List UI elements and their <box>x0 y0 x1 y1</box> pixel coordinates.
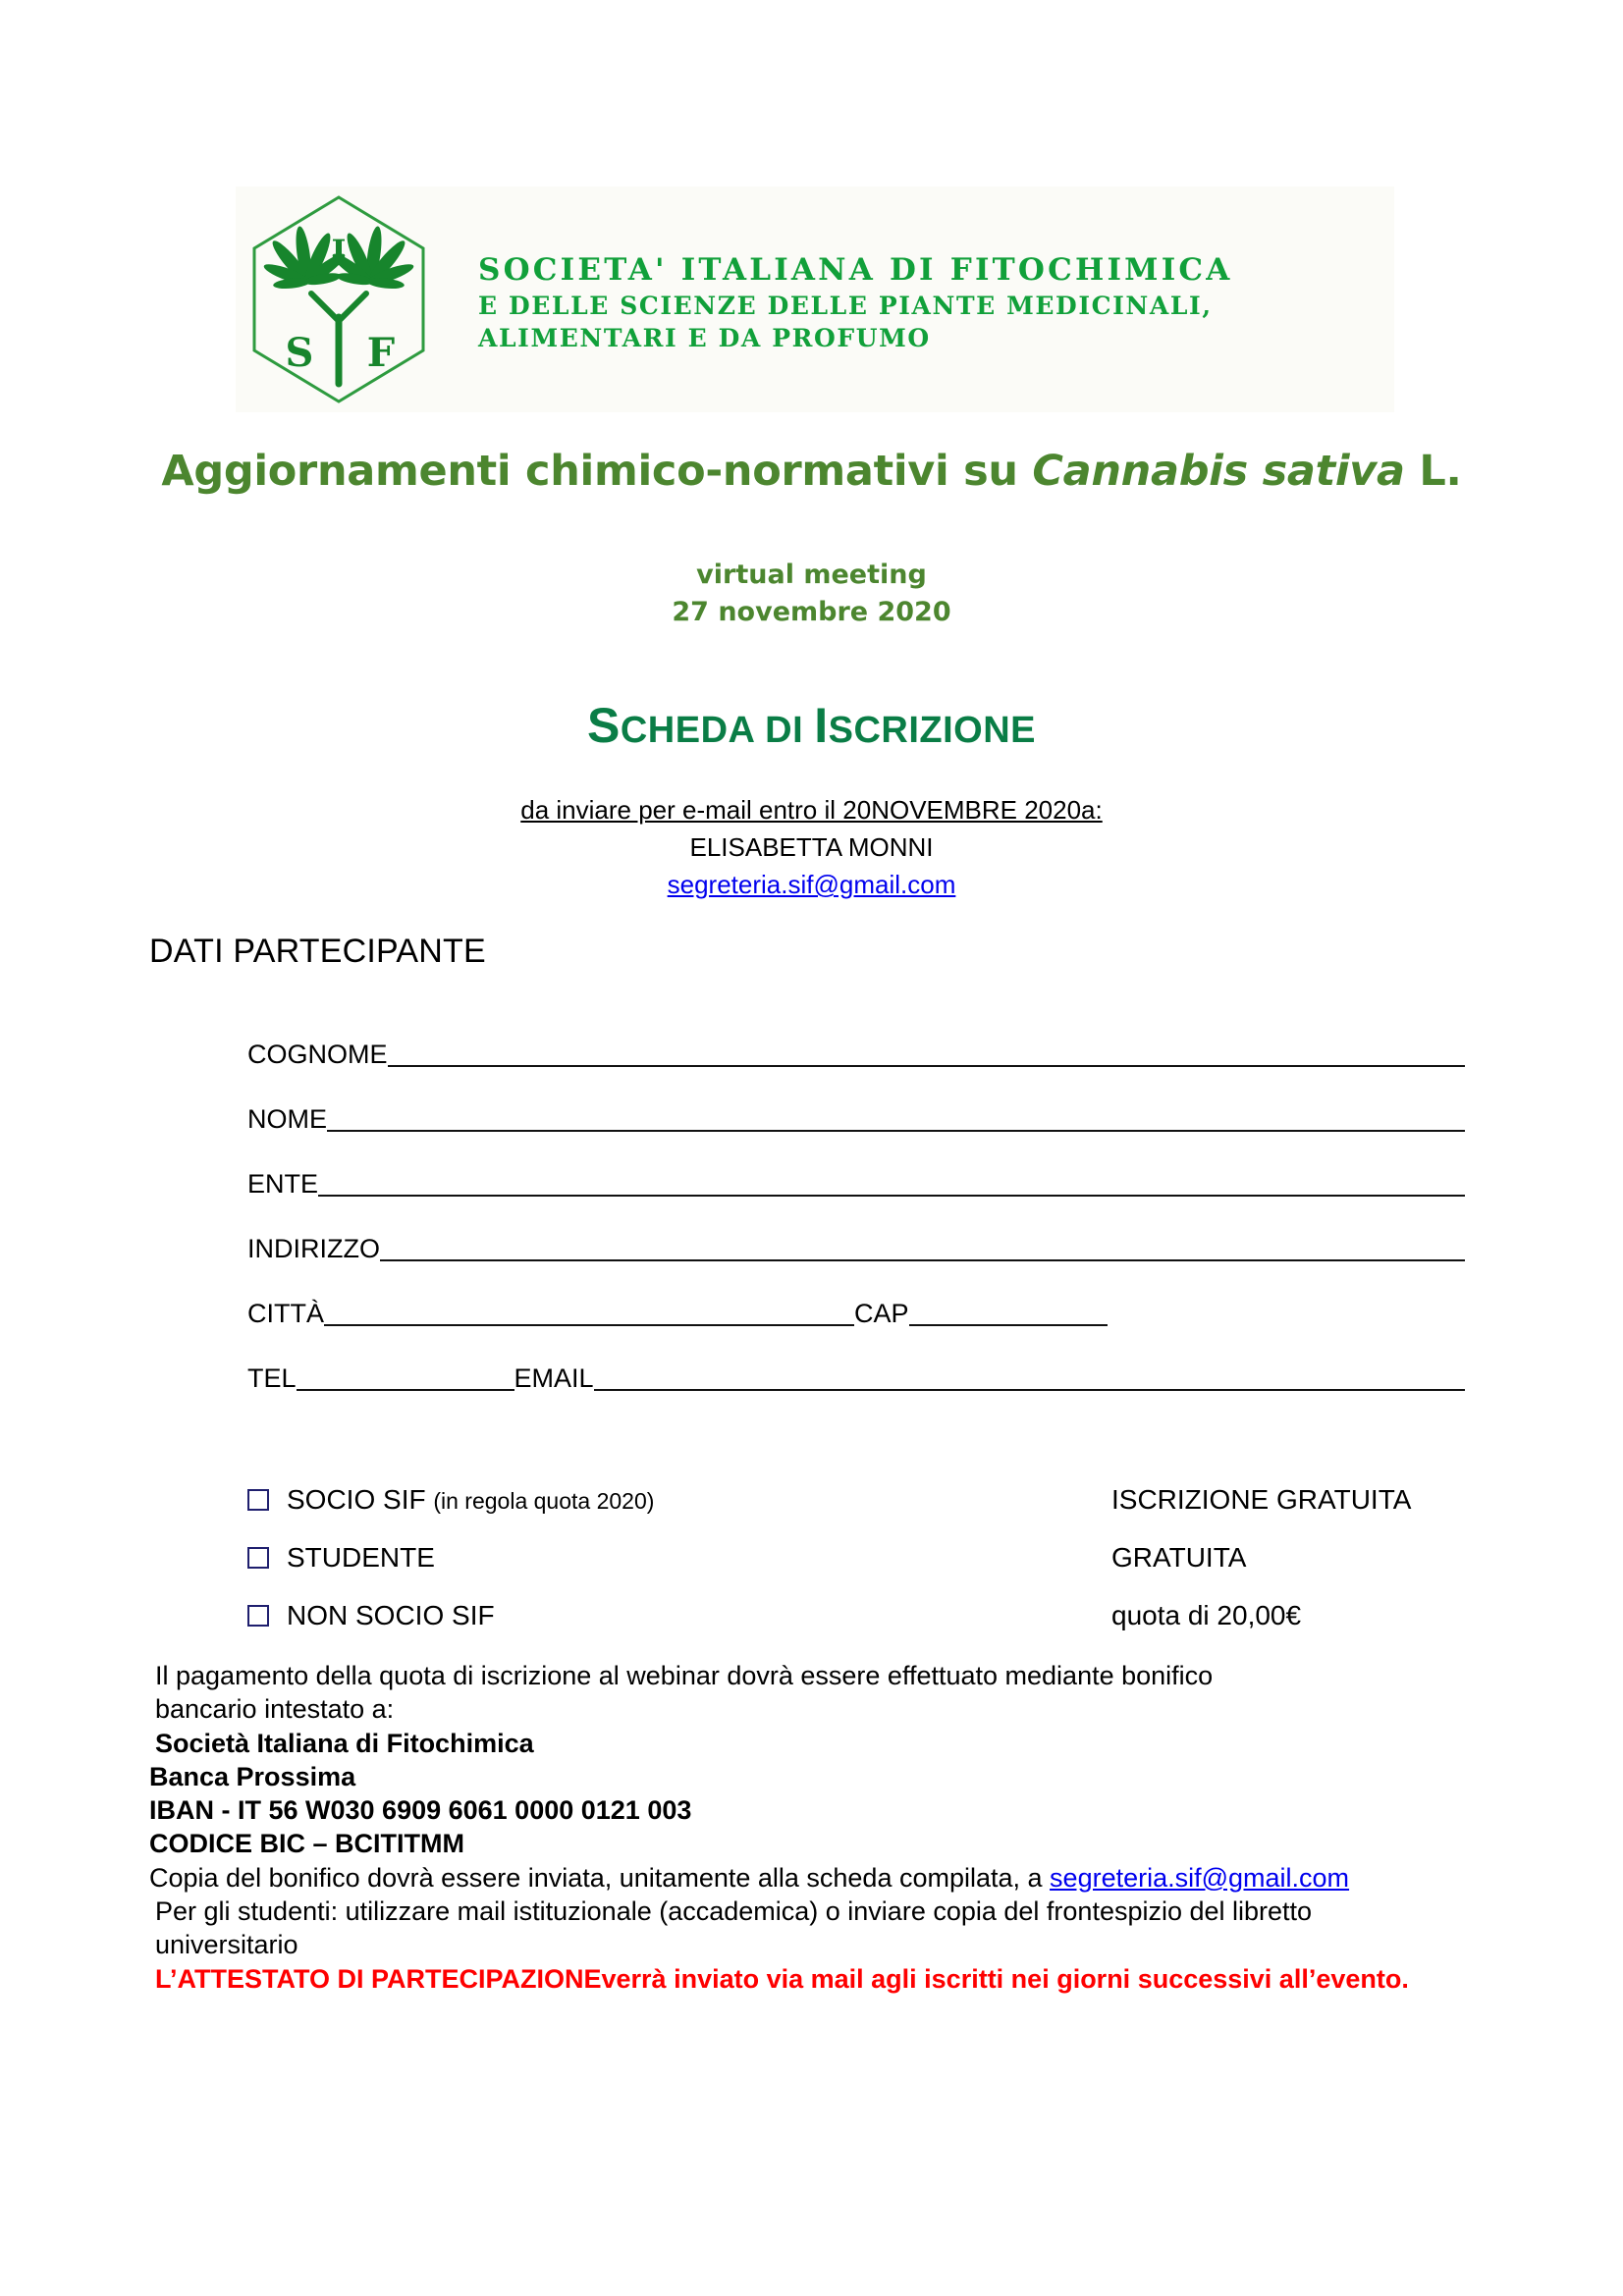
svg-text:I: I <box>331 233 347 270</box>
event-title-species: Cannabis sativa <box>1032 447 1405 496</box>
cap-input[interactable] <box>909 1324 1108 1326</box>
payment-receipt-text: Copia del bonifico dovrà essere inviata, unitamente alla scheda compilata, a <box>149 1862 1051 1893</box>
payment-intro-line-1: Il pagamento della quota di iscrizione al webinar dovrà essere effettuato mediante bonifico <box>155 1661 1214 1690</box>
payment-bank: Banca Prossima <box>149 1761 356 1791</box>
fee-label-socio-main: SOCIO SIF <box>287 1483 434 1515</box>
students-note-line-1: Per gli studenti: utilizzare mail istituzionale (accademica) o inviare copia del frontespizio del libretto <box>155 1896 1313 1926</box>
payment-receipt-instruction <box>149 1861 1504 1895</box>
fee-price-studente: GRATUITA <box>1111 1541 1247 1573</box>
payment-beneficiary: Società Italiana di Fitochimica <box>155 1728 534 1758</box>
form-title-scheda-rest: CHEDA DI <box>620 710 815 751</box>
org-line-2: E DELLE SCIENZE DELLE PIANTE MEDICINALI, <box>478 292 1213 321</box>
organization-name-block <box>478 244 1233 355</box>
indirizzo-input[interactable] <box>380 1259 1465 1261</box>
fee-options-group <box>247 1470 1465 1644</box>
form-title-initial-i: I <box>814 698 829 753</box>
fee-option-non-socio <box>247 1586 1465 1644</box>
email-input[interactable] <box>594 1389 1465 1391</box>
event-title-part-1: Aggiornamenti chimico-normativi su <box>161 447 1033 496</box>
fee-option-socio <box>247 1470 1465 1528</box>
payment-bic: CODICE BIC – BCITITMM <box>149 1829 464 1859</box>
field-row-ente <box>247 1136 1465 1201</box>
form-title-initial-s: S <box>587 698 621 753</box>
meeting-date: 27 novembre 2020 <box>672 597 951 627</box>
fee-label-socio <box>287 1484 654 1516</box>
citta-label: CITTÀ <box>247 1299 324 1328</box>
page-title: DATI PARTECIPANTE <box>149 933 486 970</box>
checkbox-non-socio-sif[interactable] <box>247 1605 269 1627</box>
nome-label: NOME <box>247 1104 327 1134</box>
contact-email-row <box>0 870 1623 900</box>
payment-iban: IBAN - IT 56 W030 6909 6061 0000 0121 003 <box>149 1795 692 1826</box>
fee-label-non-socio: NON SOCIO SIF <box>287 1599 495 1630</box>
fee-price-socio: ISCRIZIONE GRATUITA <box>1111 1483 1412 1515</box>
payment-intro-line-2: bancario intestato a: <box>155 1694 395 1725</box>
citta-input[interactable] <box>324 1324 854 1326</box>
participant-form <box>247 1006 1465 1395</box>
fee-label-studente: STUDENTE <box>287 1541 435 1573</box>
svg-text:S: S <box>285 330 314 376</box>
form-title <box>0 697 1623 754</box>
fee-price-non-socio: quota di 20,00€ <box>1111 1599 1302 1630</box>
submission-deadline <box>0 795 1623 826</box>
meeting-type: virtual meeting <box>696 560 927 590</box>
field-row-cognome <box>247 1006 1465 1071</box>
payment-instructions <box>149 1659 1504 1996</box>
payment-receipt-email-link[interactable]: segreteria.sif@gmail.com <box>1050 1862 1350 1893</box>
checkbox-studente[interactable] <box>247 1547 269 1569</box>
field-row-nome <box>247 1071 1465 1136</box>
email-label: EMAIL <box>514 1363 594 1393</box>
field-row-indirizzo <box>247 1201 1465 1265</box>
event-title-part-2: L. <box>1404 447 1462 496</box>
ente-label: ENTE <box>247 1169 319 1199</box>
contact-person-name: ELISABETTA MONNI <box>689 832 934 862</box>
sif-logo-icon <box>241 191 437 407</box>
tel-input[interactable] <box>297 1389 514 1391</box>
cognome-input[interactable] <box>388 1065 1465 1067</box>
form-title-iscrizione-rest: SCRIZIONE <box>828 710 1036 751</box>
cap-label: CAP <box>854 1299 909 1328</box>
organization-header <box>236 187 1394 412</box>
submission-deadline-text: da inviare per e-mail entro il 20NOVEMBRE 2020a: <box>520 795 1103 825</box>
field-row-tel-email <box>247 1330 1465 1395</box>
contact-email-link[interactable]: segreteria.sif@gmail.com <box>667 870 956 899</box>
org-line-3: ALIMENTARI E DA PROFUMO <box>478 324 931 353</box>
svg-text:F: F <box>366 330 396 376</box>
fee-option-studente <box>247 1528 1465 1586</box>
field-row-citta-cap <box>247 1265 1465 1330</box>
students-note-line-2: universitario <box>155 1930 298 1960</box>
nome-input[interactable] <box>327 1130 1465 1132</box>
indirizzo-label: INDIRIZZO <box>247 1234 380 1263</box>
tel-label: TEL <box>247 1363 297 1393</box>
org-line-1: SOCIETA' ITALIANA DI FITOCHIMICA <box>478 251 1233 288</box>
event-title <box>0 447 1623 496</box>
checkbox-socio-sif[interactable] <box>247 1489 269 1511</box>
fee-label-socio-detail: (in regola quota 2020) <box>433 1487 655 1514</box>
certificate-notice: L’ATTESTATO DI PARTECIPAZIONEverrà inviato via mail agli iscritti nei giorni successivi all’evento. <box>155 1963 1409 1994</box>
ente-input[interactable] <box>318 1195 1465 1197</box>
cognome-label: COGNOME <box>247 1040 388 1069</box>
